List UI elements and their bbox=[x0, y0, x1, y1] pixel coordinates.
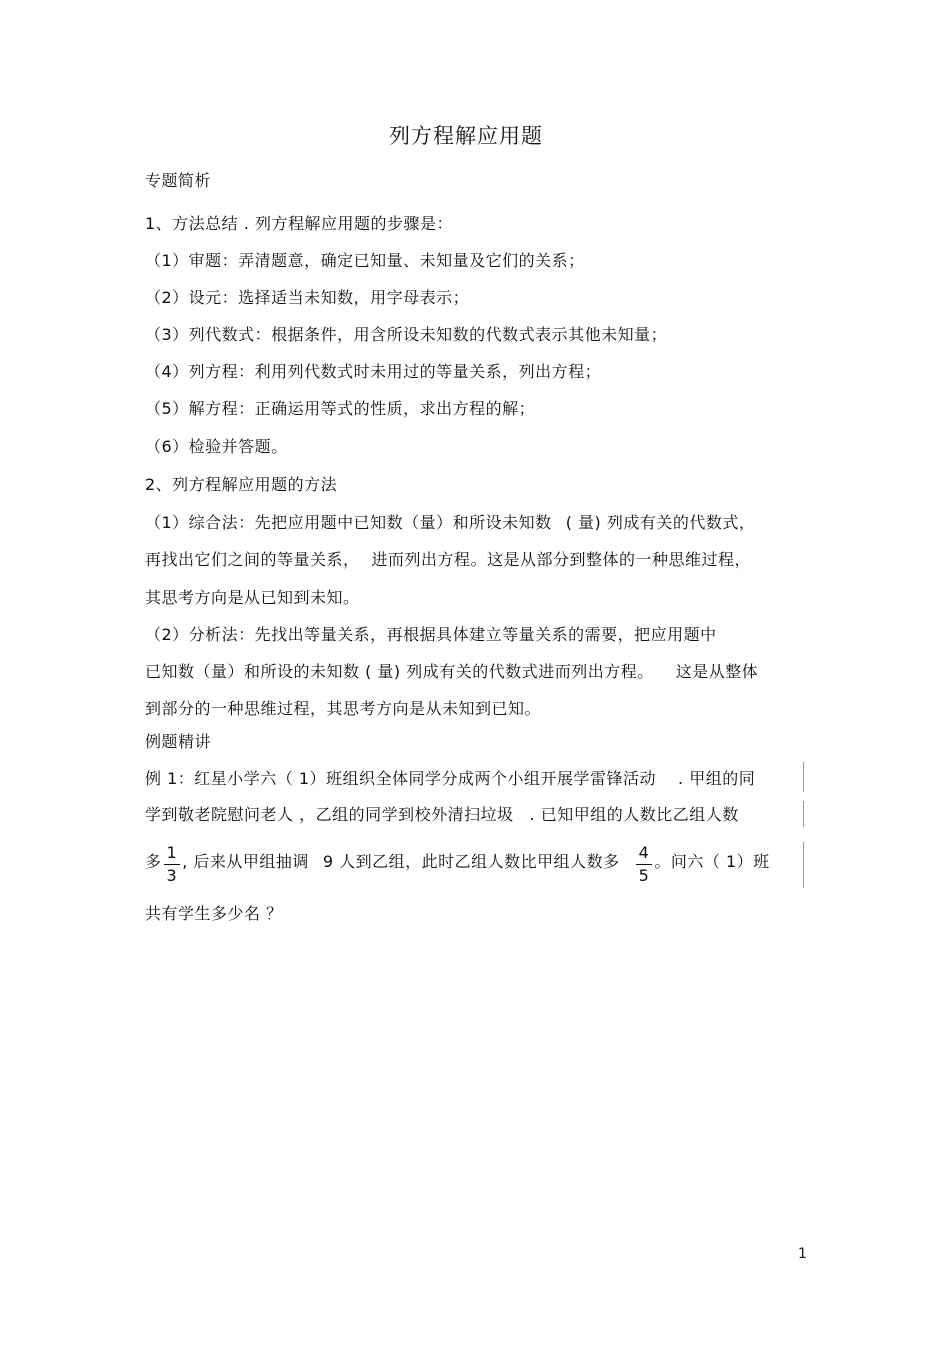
method-summary-heading: 1、方法总结 . 列方程解应用题的步骤是： bbox=[145, 214, 453, 233]
synthesis-text-d: 进而列出方程。这是从部分到整体的一种思维过程， bbox=[371, 550, 752, 569]
fraction-four-fifths bbox=[636, 844, 653, 885]
synthesis-text-b: ( 量) 列成有关的代数式， bbox=[565, 513, 756, 532]
fraction-1-bar bbox=[164, 864, 181, 865]
margin-mark-1 bbox=[803, 762, 804, 792]
margin-mark-3 bbox=[803, 842, 804, 888]
fraction-2-numerator: 4 bbox=[638, 843, 650, 862]
synthesis-line-2 bbox=[145, 549, 751, 571]
margin-mark-2 bbox=[803, 801, 804, 827]
analysis-text-b: 这是从整体 bbox=[675, 662, 759, 681]
fraction-1-numerator: 1 bbox=[166, 843, 178, 862]
analysis-text-a: 已知数（量）和所设的未知数 ( 量) 列成有关的代数式进而列出方程。 bbox=[145, 662, 654, 681]
synthesis-line-1 bbox=[145, 512, 755, 534]
fraction-1-denominator: 3 bbox=[166, 866, 178, 885]
step-2: （2）设元：选择适当未知数，用字母表示； bbox=[145, 288, 470, 307]
step-6: （6）检验并答题。 bbox=[145, 437, 288, 456]
example1-line-3 bbox=[145, 842, 770, 883]
example1-text-1a: 例 1：红星小学六（ 1）班组织全体同学分成两个小组开展学雷锋活动 bbox=[145, 769, 657, 788]
page-number: 1 bbox=[798, 1246, 807, 1262]
example1-text-3a: 多 bbox=[145, 852, 162, 871]
synthesis-line-3: 其思考方向是从已知到未知。 bbox=[145, 588, 360, 607]
fraction-2-denominator: 5 bbox=[638, 866, 650, 885]
analysis-line-2 bbox=[145, 661, 758, 683]
example1-text-3c: 9 人到乙组，此时乙组人数比甲组人数多 bbox=[322, 852, 620, 871]
step-4: （4）列方程：利用列代数式时未用过的等量关系，列出方程； bbox=[145, 362, 602, 381]
fraction-2-bar bbox=[636, 864, 653, 865]
example1-text-1b: . 甲组的同 bbox=[678, 769, 756, 788]
step-1: （1）审题：弄清题意，确定已知量、未知量及它们的关系； bbox=[145, 251, 585, 270]
synthesis-text-a: （1）综合法：先把应用题中已知数（量）和所设未知数 bbox=[145, 513, 552, 532]
fraction-one-third bbox=[164, 844, 181, 885]
example1-text-2a: 学到敬老院慰问老人 ，乙组的同学到校外清扫垃圾 bbox=[145, 805, 514, 824]
step-5: （5）解方程：正确运用等式的性质，求出方程的解； bbox=[145, 399, 536, 418]
document-title: 列方程解应用题 bbox=[389, 124, 543, 148]
example1-line-2 bbox=[145, 804, 739, 826]
analysis-line-3: 到部分的一种思维过程，其思考方向是从未知到已知。 bbox=[145, 699, 542, 718]
example1-text-3d: 。问六（ 1）班 bbox=[654, 852, 770, 871]
example1-text-3b: , 后来从甲组抽调 bbox=[182, 852, 309, 871]
example1-line-4: 共有学生多少名 ？ bbox=[145, 904, 283, 923]
synthesis-text-c: 再找出它们之间的等量关系， bbox=[145, 550, 360, 569]
example1-text-2b: . 已知甲组的人数比乙组人数 bbox=[529, 805, 739, 824]
analysis-line-1: （2）分析法：先找出等量关系，再根据具体建立等量关系的需要，把应用题中 bbox=[145, 625, 717, 644]
section-intro-heading: 专题简析 bbox=[145, 171, 212, 190]
examples-heading: 例题精讲 bbox=[145, 732, 212, 751]
example1-line-1 bbox=[145, 768, 755, 790]
methods-heading: 2、列方程解应用题的方法 bbox=[145, 475, 338, 494]
step-3: （3）列代数式：根据条件，用含所设未知数的代数式表示其他未知量； bbox=[145, 325, 668, 344]
